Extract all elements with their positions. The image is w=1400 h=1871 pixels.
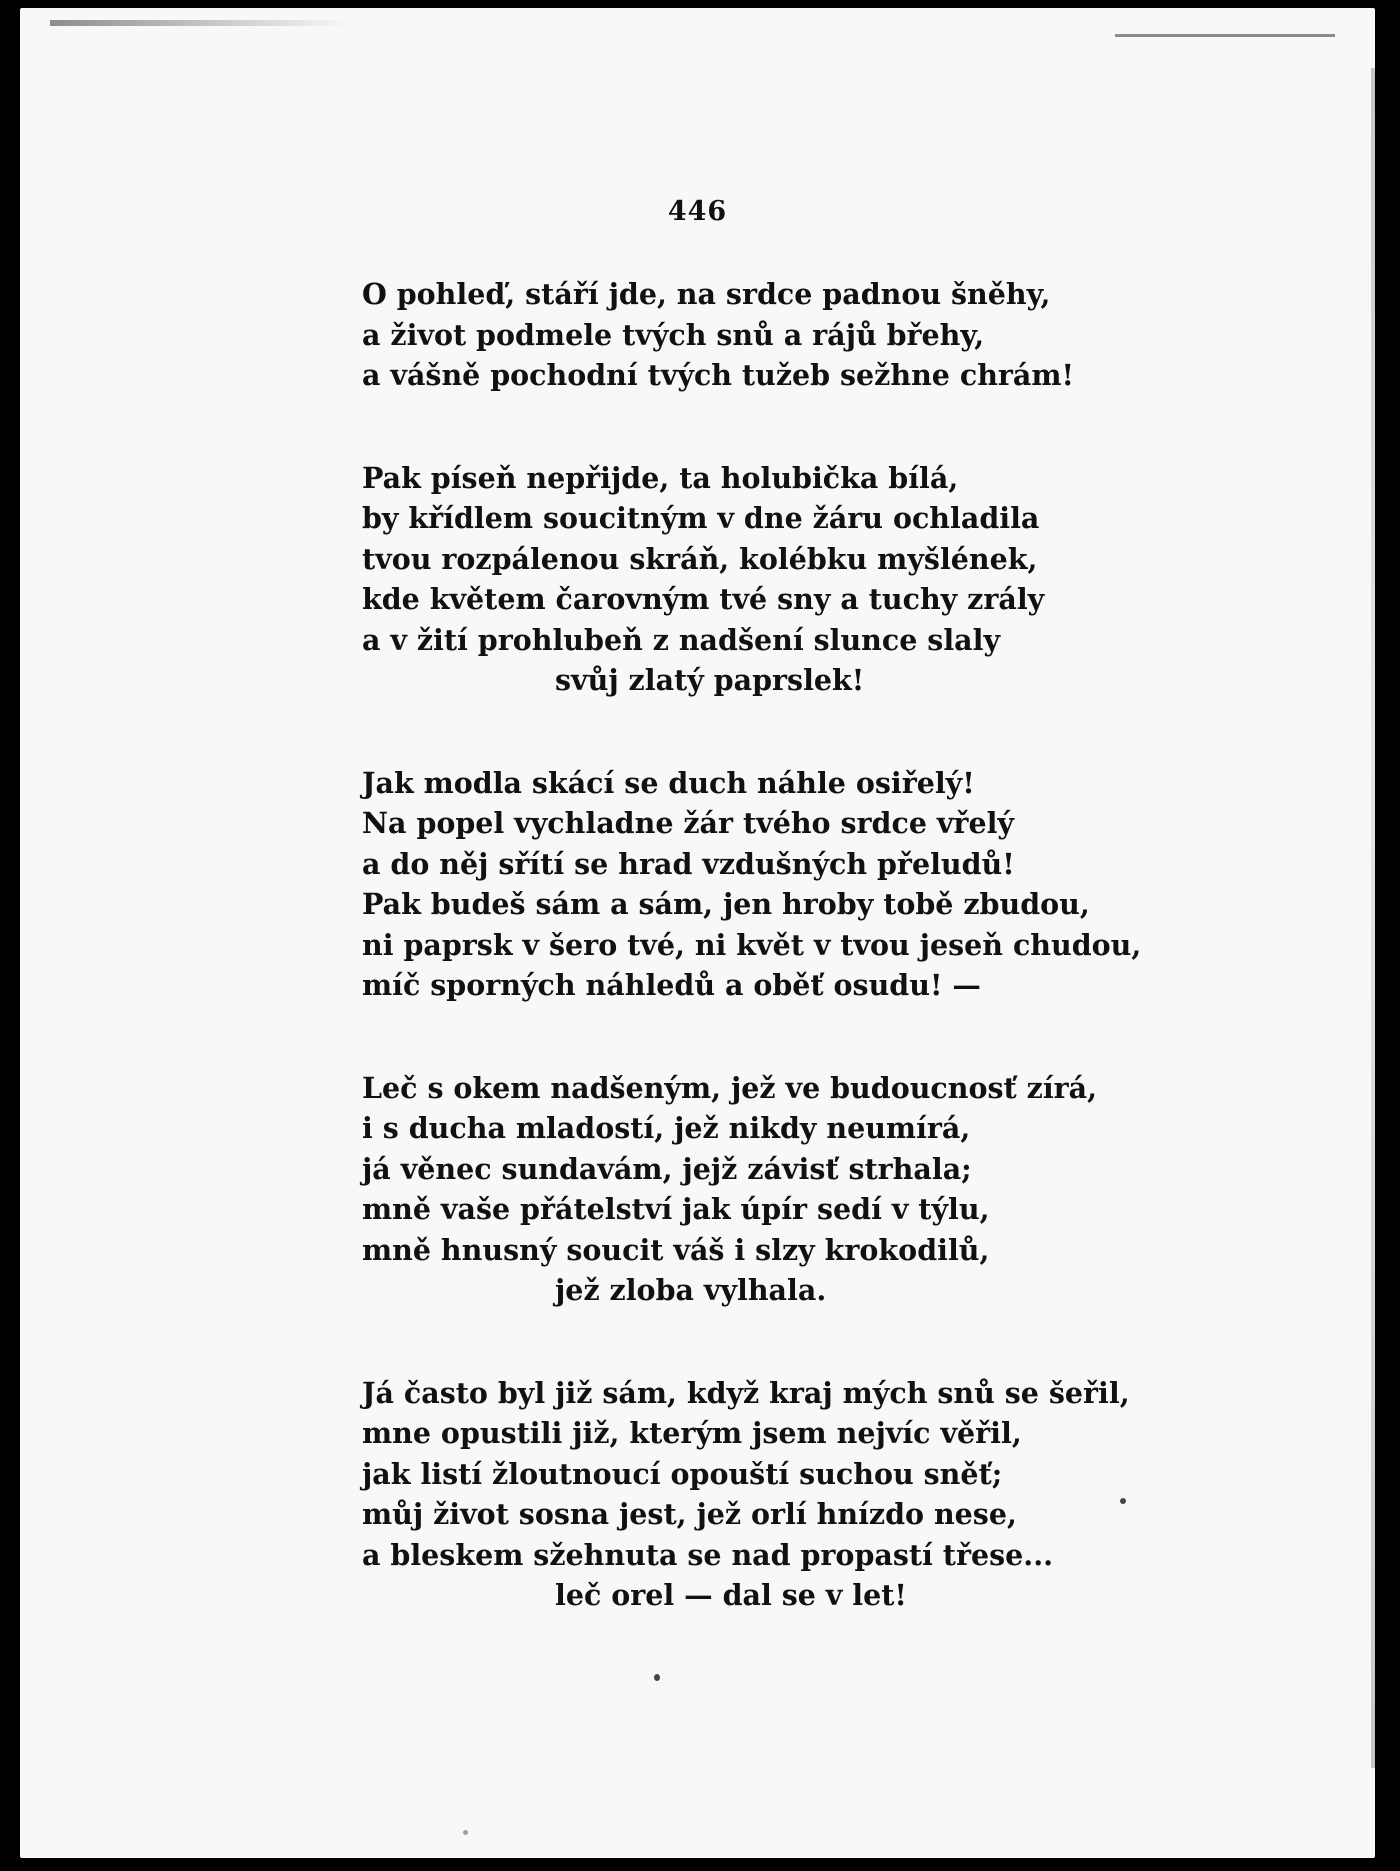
poem-line: jež zloba vylhala. [555, 1273, 827, 1307]
stanza [362, 1068, 1372, 1311]
poem-line: by křídlem soucitným v dne žáru ochladila [362, 501, 1040, 535]
ink-speck [463, 1830, 468, 1835]
poem-line: Já často byl již sám, když kraj mých snů se šeřil, [362, 1375, 1130, 1410]
poem-line: svůj zlatý paprslek! [555, 663, 865, 697]
ink-speck [654, 1674, 660, 1681]
poem-text [362, 274, 1372, 1678]
poem-line: mně hnusný soucit váš i slzy krokodilů, [362, 1232, 990, 1267]
stanza [362, 763, 1372, 1006]
poem-line: i s ducha mladostí, jež nikdy neumírá, [362, 1111, 971, 1145]
poem-line: ni paprsk v šero tvé, ni květ v tvou jeseň chudou, [362, 927, 1142, 962]
poem-line: mne opustili již, kterým jsem nejvíc věřil, [362, 1416, 1022, 1450]
poem-line: a život podmele tvých snů a rájů břehy, [362, 317, 985, 352]
poem-line: tvou rozpálenou skráň, kolébku myšlének, [362, 541, 1038, 576]
scan-edge-mark-top-right [1115, 34, 1335, 37]
poem-line: jak listí žloutnoucí opouští suchou sněť; [362, 1456, 1003, 1491]
scanned-page [20, 8, 1375, 1858]
page-number: 446 [667, 196, 728, 227]
poem-line: Na popel vychladne žár tvého srdce vřelý [362, 806, 1014, 840]
scan-edge-shadow-top [50, 20, 350, 26]
poem-line: Jak modla skácí se duch náhle osiřelý! [362, 765, 975, 800]
ink-speck [1120, 1498, 1126, 1504]
poem-line: já věnec sundavám, jejž závisť strhala; [362, 1151, 972, 1186]
poem-line: míč sporných náhledů a oběť osudu! — [362, 968, 981, 1002]
poem-line: a vášně pochodní tvých tužeb sežhne chrám! [362, 358, 1075, 392]
poem-line: mně vaše přátelství jak úpír sedí v týlu, [362, 1192, 990, 1226]
stanza [362, 274, 1372, 396]
poem-line: leč orel — dal se v let! [555, 1578, 907, 1612]
poem-line: Leč s okem nadšeným, jež ve budoucnosť zírá, [362, 1070, 1098, 1105]
stanza [362, 1373, 1372, 1616]
poem-line: a do něj sřítí se hrad vzdušných přeludů! [362, 846, 1015, 881]
poem-line: můj život sosna jest, jež orlí hnízdo nese, [362, 1497, 1017, 1531]
poem-line: O pohleď, stáří jde, na srdce padnou šněhy, [362, 277, 1051, 311]
poem-line: kde květem čarovným tvé sny a tuchy zrály [362, 582, 1045, 616]
poem-line: a bleskem sžehnuta se nad propastí třese... [362, 1537, 1054, 1572]
poem-line: Pak píseň nepřijde, ta holubička bílá, [362, 460, 959, 495]
poem-line: a v žití prohlubeň z nadšení slunce slaly [362, 622, 1001, 657]
stanza [362, 458, 1372, 701]
poem-line: Pak budeš sám a sám, jen hroby tobě zbudou, [362, 887, 1090, 921]
